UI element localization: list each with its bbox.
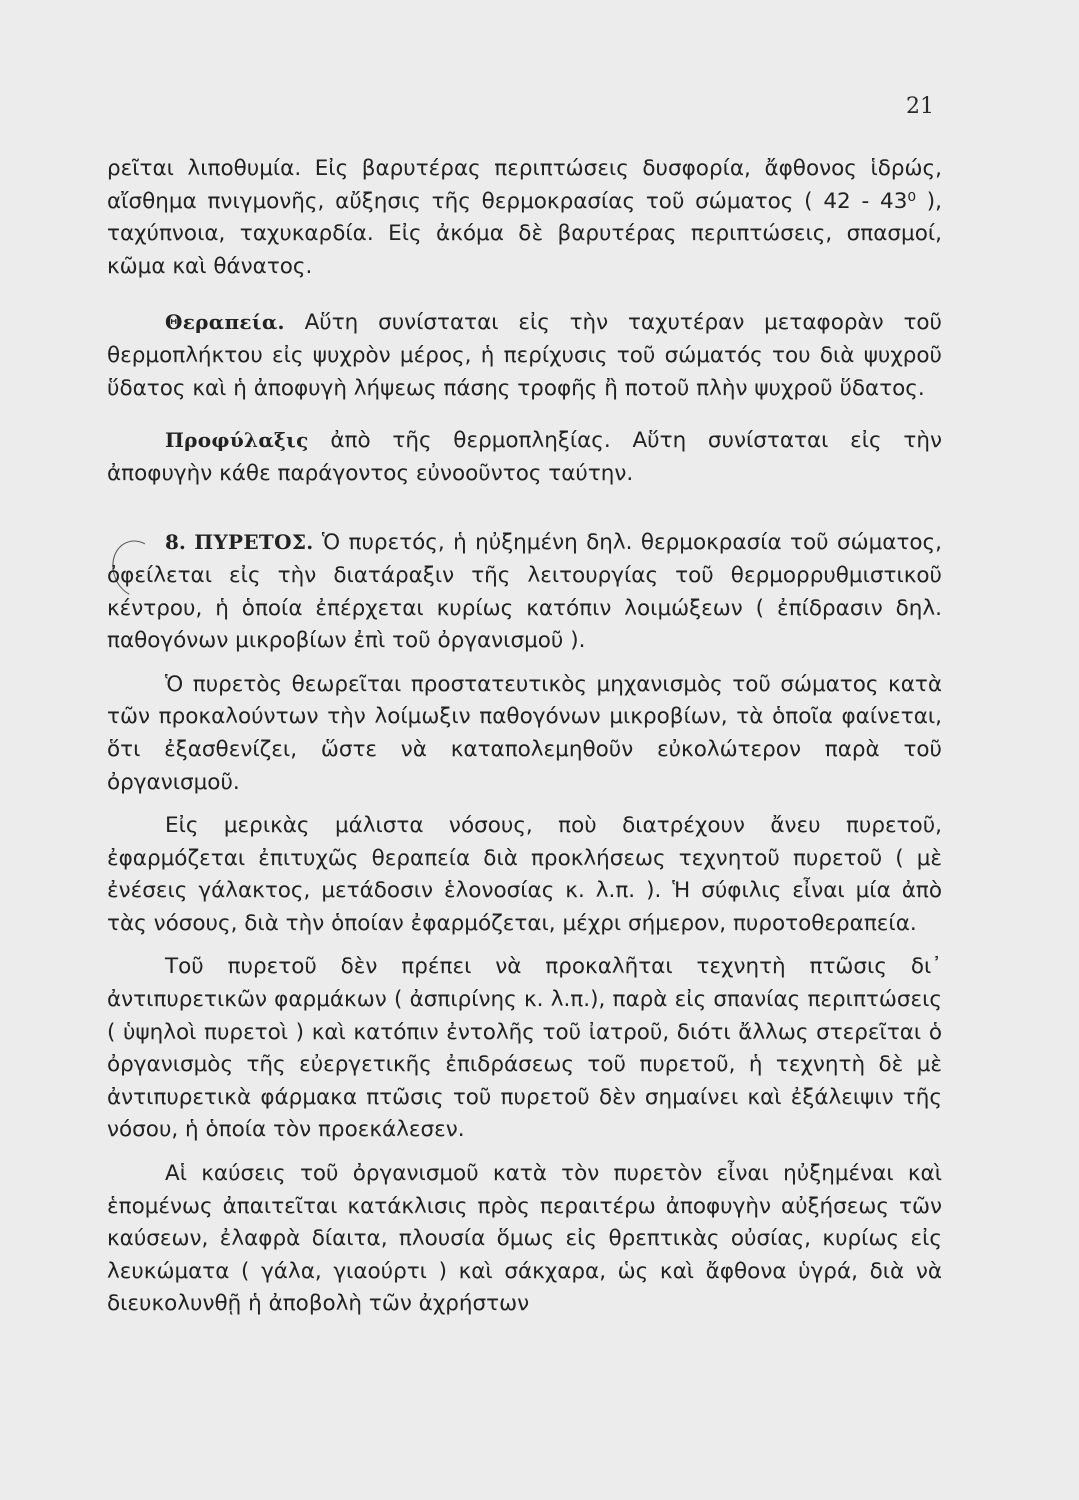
paragraph-text: Ὁ πυρετὸς θεωρεῖται προστατευτικὸς μηχανισμὸς τοῦ σώματος κατὰ τῶν προκαλούντων τὴν λοίμωξιν παθογόνων μικροβίων, τὰ ὁποῖα φαίνεται, ὅτι ἐξασθενίζει, ὥστε νὰ καταπολεμηθοῦν εὐκολώτερον παρὰ τοῦ ὀργανισμοῦ. bbox=[107, 671, 942, 795]
paragraph-symptoms-continued bbox=[107, 153, 942, 283]
paragraph-fever-section bbox=[107, 526, 942, 657]
heading-fever: ΠΥΡΕΤΟΣ. bbox=[194, 530, 314, 555]
paragraph-text: Τοῦ πυρετοῦ δὲν πρέπει νὰ προκαλῆται τεχνητὴ πτῶσις δι᾿ ἀντιπυρετικῶν φαρμάκων ( ἀσπιρίνης κ. λ.π.), παρὰ εἰς σπανίας περιπτώσεις ( ὑψηλοὶ πυρετοὶ ) καὶ κατόπιν ἐντολῆς τοῦ ἰατροῦ, διότι ἄλλως στερεῖται ὁ ὀργανισμὸς τῆς εὐεργετικῆς ἐπιδράσεως τοῦ πυρετοῦ, ἡ τεχνητὴ δὲ μὲ ἀντιπυρετικὰ φάρμακα πτῶσις τοῦ πυρετοῦ δὲν σημαίνει καὶ ἐξάλειψιν τῆς νόσου, ἡ ὁποία τὸν προεκάλεσεν. bbox=[107, 954, 942, 1143]
heading-therapy: Θεραπεία. bbox=[165, 310, 285, 335]
section-number: 8. bbox=[165, 530, 186, 555]
paragraph-antipyretics bbox=[107, 951, 942, 1147]
paragraph-text: Αἱ καύσεις τοῦ ὀργανισμοῦ κατὰ τὸν πυρετὸν εἶναι ηὐξημέναι καὶ ἑπομένως ἀπαιτεῖται κατάκλισις πρὸς περαιτέρω ἀποφυγὴν αὐξήσεως τῶν καύσεων, ἐλαφρὰ δίαιτα, πλουσία ὅμως εἰς θρεπτικὰς οὐσίας, κυρίως εἰς λευκώματα ( γάλα, γιαούρτι ) καὶ σάκχαρα, ὡς καὶ ἄφθονα ὑγρά, διὰ νὰ διευκολυνθῇ ἡ ἀποβολὴ τῶν ἀχρήστων bbox=[107, 1161, 942, 1317]
paragraph-text: Αὕτη συνίσταται εἰς τὴν ταχυτέραν μεταφορὰν τοῦ θερμοπλήκτου εἰς ψυχρὸν μέρος, ἡ περίχυσις τοῦ σώματός του διὰ ψυχροῦ ὕδατος καὶ ἡ ἀποφυγὴ λήψεως πάσης τροφῆς ἢ ποτοῦ πλὴν ψυχροῦ ὕδατος. bbox=[107, 310, 942, 401]
paragraph-therapy bbox=[107, 306, 942, 405]
paragraph-text: Ὁ πυρετός, ἡ ηὐξημένη δηλ. θερμοκρασία τοῦ σώματος, ὀφείλεται εἰς τὴν διατάραξιν τῆς λειτουργίας τοῦ θερμορρυθμιστικοῦ κέντρου, ἡ ὁποία ἐπέρχεται κυρίως κατόπιν λοιμώξεων ( ἐπίδρασιν δηλ. παθογόνων μικροβίων ἐπὶ τοῦ ὀργανισμοῦ ). bbox=[107, 530, 942, 654]
page-number: 21 bbox=[906, 94, 934, 119]
heading-prevention: Προφύλαξις bbox=[165, 428, 309, 453]
paragraph-fever-protective bbox=[107, 669, 942, 799]
paragraph-text: Εἰς μερικὰς μάλιστα νόσους, ποὺ διατρέχουν ἄνευ πυρετοῦ, ἐφαρμόζεται ἐπιτυχῶς θεραπεία διὰ προκλήσεως τεχνητοῦ πυρετοῦ ( μὲ ἐνέσεις γάλακτος, μετάδοσιν ἑλονοσίας κ. λ.π. ). Ἡ σύφιλις εἶναι μία ἀπὸ τὰς νόσους, διὰ τὴν ὁποίαν ἐφαρμόζεται, μέχρι σήμερον, πυροτοθεραπεία. bbox=[107, 813, 942, 936]
paragraph-prevention bbox=[107, 424, 942, 490]
paragraph-diet bbox=[107, 1158, 942, 1321]
body-text bbox=[107, 153, 942, 1321]
paragraph-text: ἀπὸ τῆς θερμοπληξίας. Αὕτη συνίσταται εἰς τὴν ἀποφυγὴν κάθε παράγοντος εὐνοοῦντος ταύτην. bbox=[107, 428, 942, 486]
paragraph-fever-therapy bbox=[107, 810, 942, 940]
paragraph-text: ρεῖται λιποθυμία. Εἰς βαρυτέρας περιπτώσεις δυσφορία, ἄφθονος ἱδρώς, αἴσθημα πνιγμονῆς, αὔξησις τῆς θερμοκρασίας τοῦ σώματος ( 42 - 43⁰ ), ταχύπνοια, ταχυκαρδία. Εἰς ἀκόμα δὲ βαρυτέρας περιπτώσεις, σπασμοί, κῶμα καὶ θάνατος. bbox=[107, 156, 942, 279]
